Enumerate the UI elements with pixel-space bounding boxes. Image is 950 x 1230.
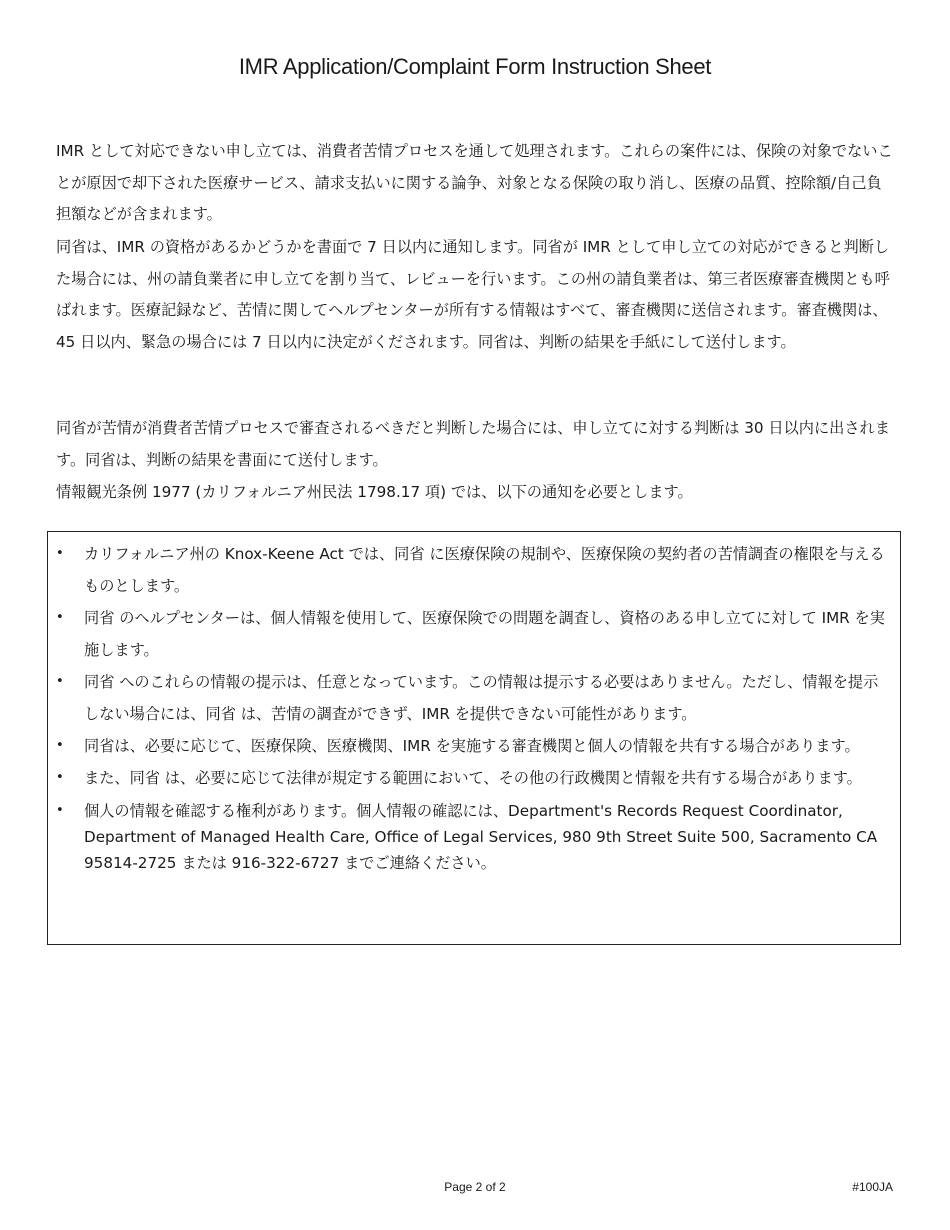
notice-text: 同省 へのこれらの情報の提示は、任意となっています。この情報は提示する必要はありません。ただし、情報を提示しない場合には、同省 は、苦情の調査ができず、IMR を提供できない可能性があります。 [84, 673, 879, 723]
notice-text: また、同省 は、必要に応じて法律が規定する範囲において、その他の行政機関と情報を共有する場合があります。 [84, 769, 862, 787]
page-number: Page 2 of 2 [444, 1180, 506, 1194]
imr-eligibility-paragraph: 同省は、IMR の資格があるかどうかを書面で 7 日以内に通知します。同省が IMR として申し立ての対応ができると判断した場合には、州の請負業者に申し立てを割り当て、レビューを行います。この州の請負業者は、第三者医療審査機関とも呼ばれます。医療記録など、苦情に関してヘルプセンターが所有する情報はすべて、審査機関に送信されます。審査機関は、45 日以内、緊急の場合には 7 日以内に決定がくだされます。同省は、判断の結果を手紙にして送付します。 [56, 238, 890, 351]
notice-text: 同省は、必要に応じて、医療保険、医療機関、IMR を実施する審査機関と個人の情報を共有する場合があります。 [84, 737, 860, 755]
notice-text: 同省 のヘルプセンターは、個人情報を使用して、医療保険での問題を調査し、資格のある申し立てに対して IMR を実施します。 [84, 609, 885, 659]
bullet-icon: • [56, 546, 64, 561]
bullet-icon: • [56, 738, 64, 753]
privacy-notice-box [47, 531, 901, 945]
list-item [48, 762, 890, 794]
notice-text: 個人の情報を確認する権利があります。個人情報の確認には、Department's Records Request Coordinator, Department of Managed Health Care, Office of Legal Services, 980 9th Street Suite 500, Sacramento CA 95814-2725 または 916-322-6727 までご連絡ください。 [84, 802, 878, 872]
page-title: IMR Application/Complaint Form Instruction Sheet [238, 54, 712, 79]
notice-text: カリフォルニア州の Knox-Keene Act では、同省 に医療保険の規制や、医療保険の契約者の苦情調査の権限を与えるものとします。 [84, 545, 885, 595]
bullet-icon: • [56, 674, 64, 689]
consumer-complaint-paragraph: 同省が苦情が消費者苦情プロセスで審査されるべきだと判断した場合には、申し立てに対する判断は 30 日以内に出されます。同省は、判断の結果を書面にて送付します。 [56, 419, 890, 469]
form-code: #100JA [852, 1180, 893, 1194]
list-item [48, 602, 890, 666]
list-item [48, 730, 890, 762]
bullet-icon: • [56, 770, 64, 785]
intro-paragraph: IMR として対応できない申し立ては、消費者苦情プロセスを通して処理されます。これらの案件には、保険の対象でないことが原因で却下された医療サービス、請求支払いに関する論争、対象となる保険の取り消し、医療の品質、控除額/自己負担額などが含まれます。 [56, 142, 893, 223]
privacy-notice-intro: 情報観光条例 1977 (カリフォルニア州民法 1798.17 項) では、以下の通知を必要とします。 [56, 483, 693, 501]
privacy-notice-list [48, 532, 900, 876]
bullet-icon: • [56, 610, 64, 625]
list-item [48, 538, 890, 602]
bullet-icon: • [56, 803, 64, 818]
list-item [48, 798, 890, 876]
list-item [48, 666, 890, 730]
